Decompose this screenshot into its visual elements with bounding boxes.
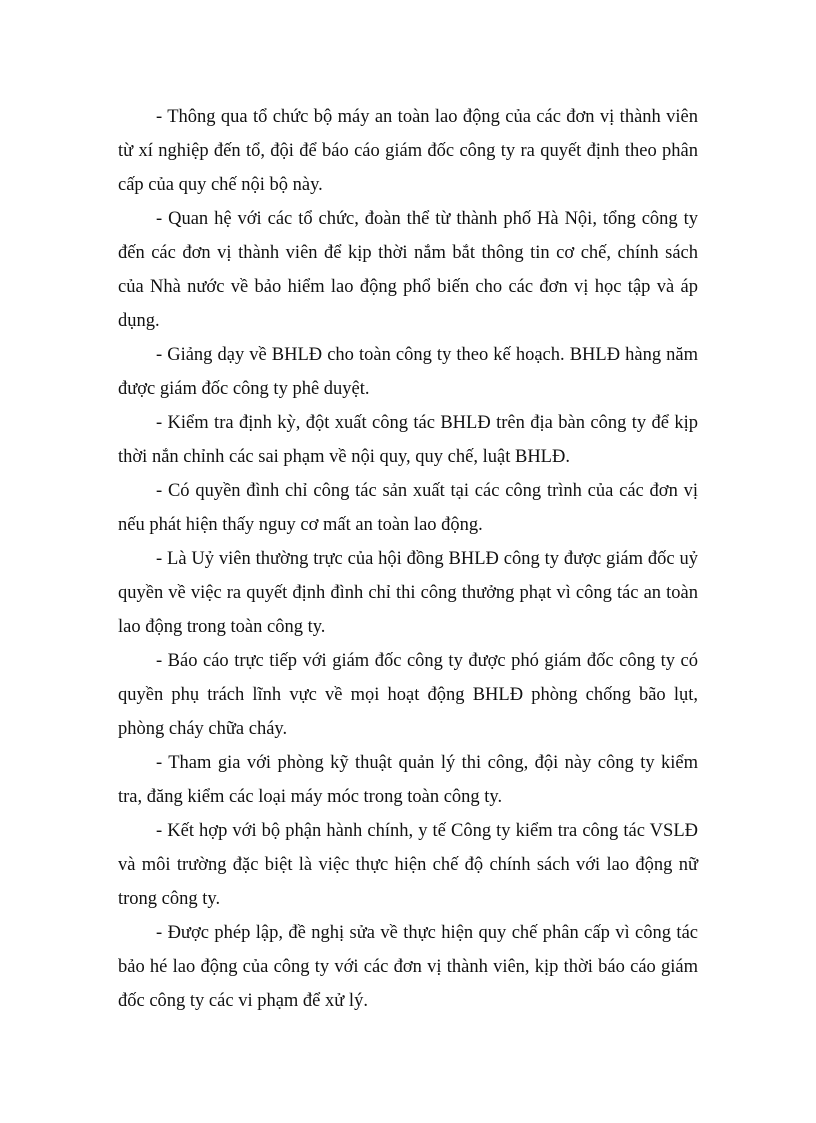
- paragraph-5: - Có quyền đình chỉ công tác sản xuất tại các công trình của các đơn vị nếu phát hiện thấy nguy cơ mất an toàn lao động.: [118, 481, 698, 535]
- paragraph-2: - Quan hệ với các tổ chức, đoàn thể từ thành phố Hà Nội, tổng công ty đến các đơn vị thành viên để kịp thời nắm bắt thông tin cơ chế, chính sách của Nhà nước về bảo hiểm lao động phổ biến cho các đơn vị học tập và áp dụng.: [118, 209, 698, 331]
- paragraph-6: - Là Uỷ viên thường trực của hội đồng BHLĐ công ty được giám đốc uỷ quyền về việc ra quyết định đình chỉ thi công thưởng phạt vì công tác an toàn lao động trong toàn công ty.: [118, 549, 698, 637]
- paragraph-7: - Báo cáo trực tiếp với giám đốc công ty được phó giám đốc công ty có quyền phụ trách lĩnh vực về mọi hoạt động BHLĐ phòng chống bão lụt, phòng cháy chữa cháy.: [118, 651, 698, 739]
- paragraph-9: - Kết hợp với bộ phận hành chính, y tế Công ty kiểm tra công tác VSLĐ và môi trường đặc biệt là việc thực hiện chế độ chính sách với lao động nữ trong công ty.: [118, 821, 698, 909]
- document-page: [118, 100, 698, 1018]
- paragraph-1: - Thông qua tổ chức bộ máy an toàn lao động của các đơn vị thành viên từ xí nghiệp đến tổ, đội để báo cáo giám đốc công ty ra quyết định theo phân cấp của quy chế nội bộ này.: [118, 107, 698, 195]
- paragraph-3: - Giảng dạy về BHLĐ cho toàn công ty theo kế hoạch. BHLĐ hàng năm được giám đốc công ty phê duyệt.: [118, 345, 698, 399]
- paragraph-10: - Được phép lập, đề nghị sửa về thực hiện quy chế phân cấp vì công tác bảo hé lao động của công ty với các đơn vị thành viên, kịp thời báo cáo giám đốc công ty các vi phạm để xử lý.: [118, 923, 698, 1011]
- paragraph-8: - Tham gia với phòng kỹ thuật quản lý thi công, đội này công ty kiểm tra, đăng kiểm các loại máy móc trong toàn công ty.: [118, 753, 698, 807]
- paragraph-4: - Kiểm tra định kỳ, đột xuất công tác BHLĐ trên địa bàn công ty để kịp thời nắn chỉnh các sai phạm về nội quy, quy chế, luật BHLĐ.: [118, 413, 698, 467]
